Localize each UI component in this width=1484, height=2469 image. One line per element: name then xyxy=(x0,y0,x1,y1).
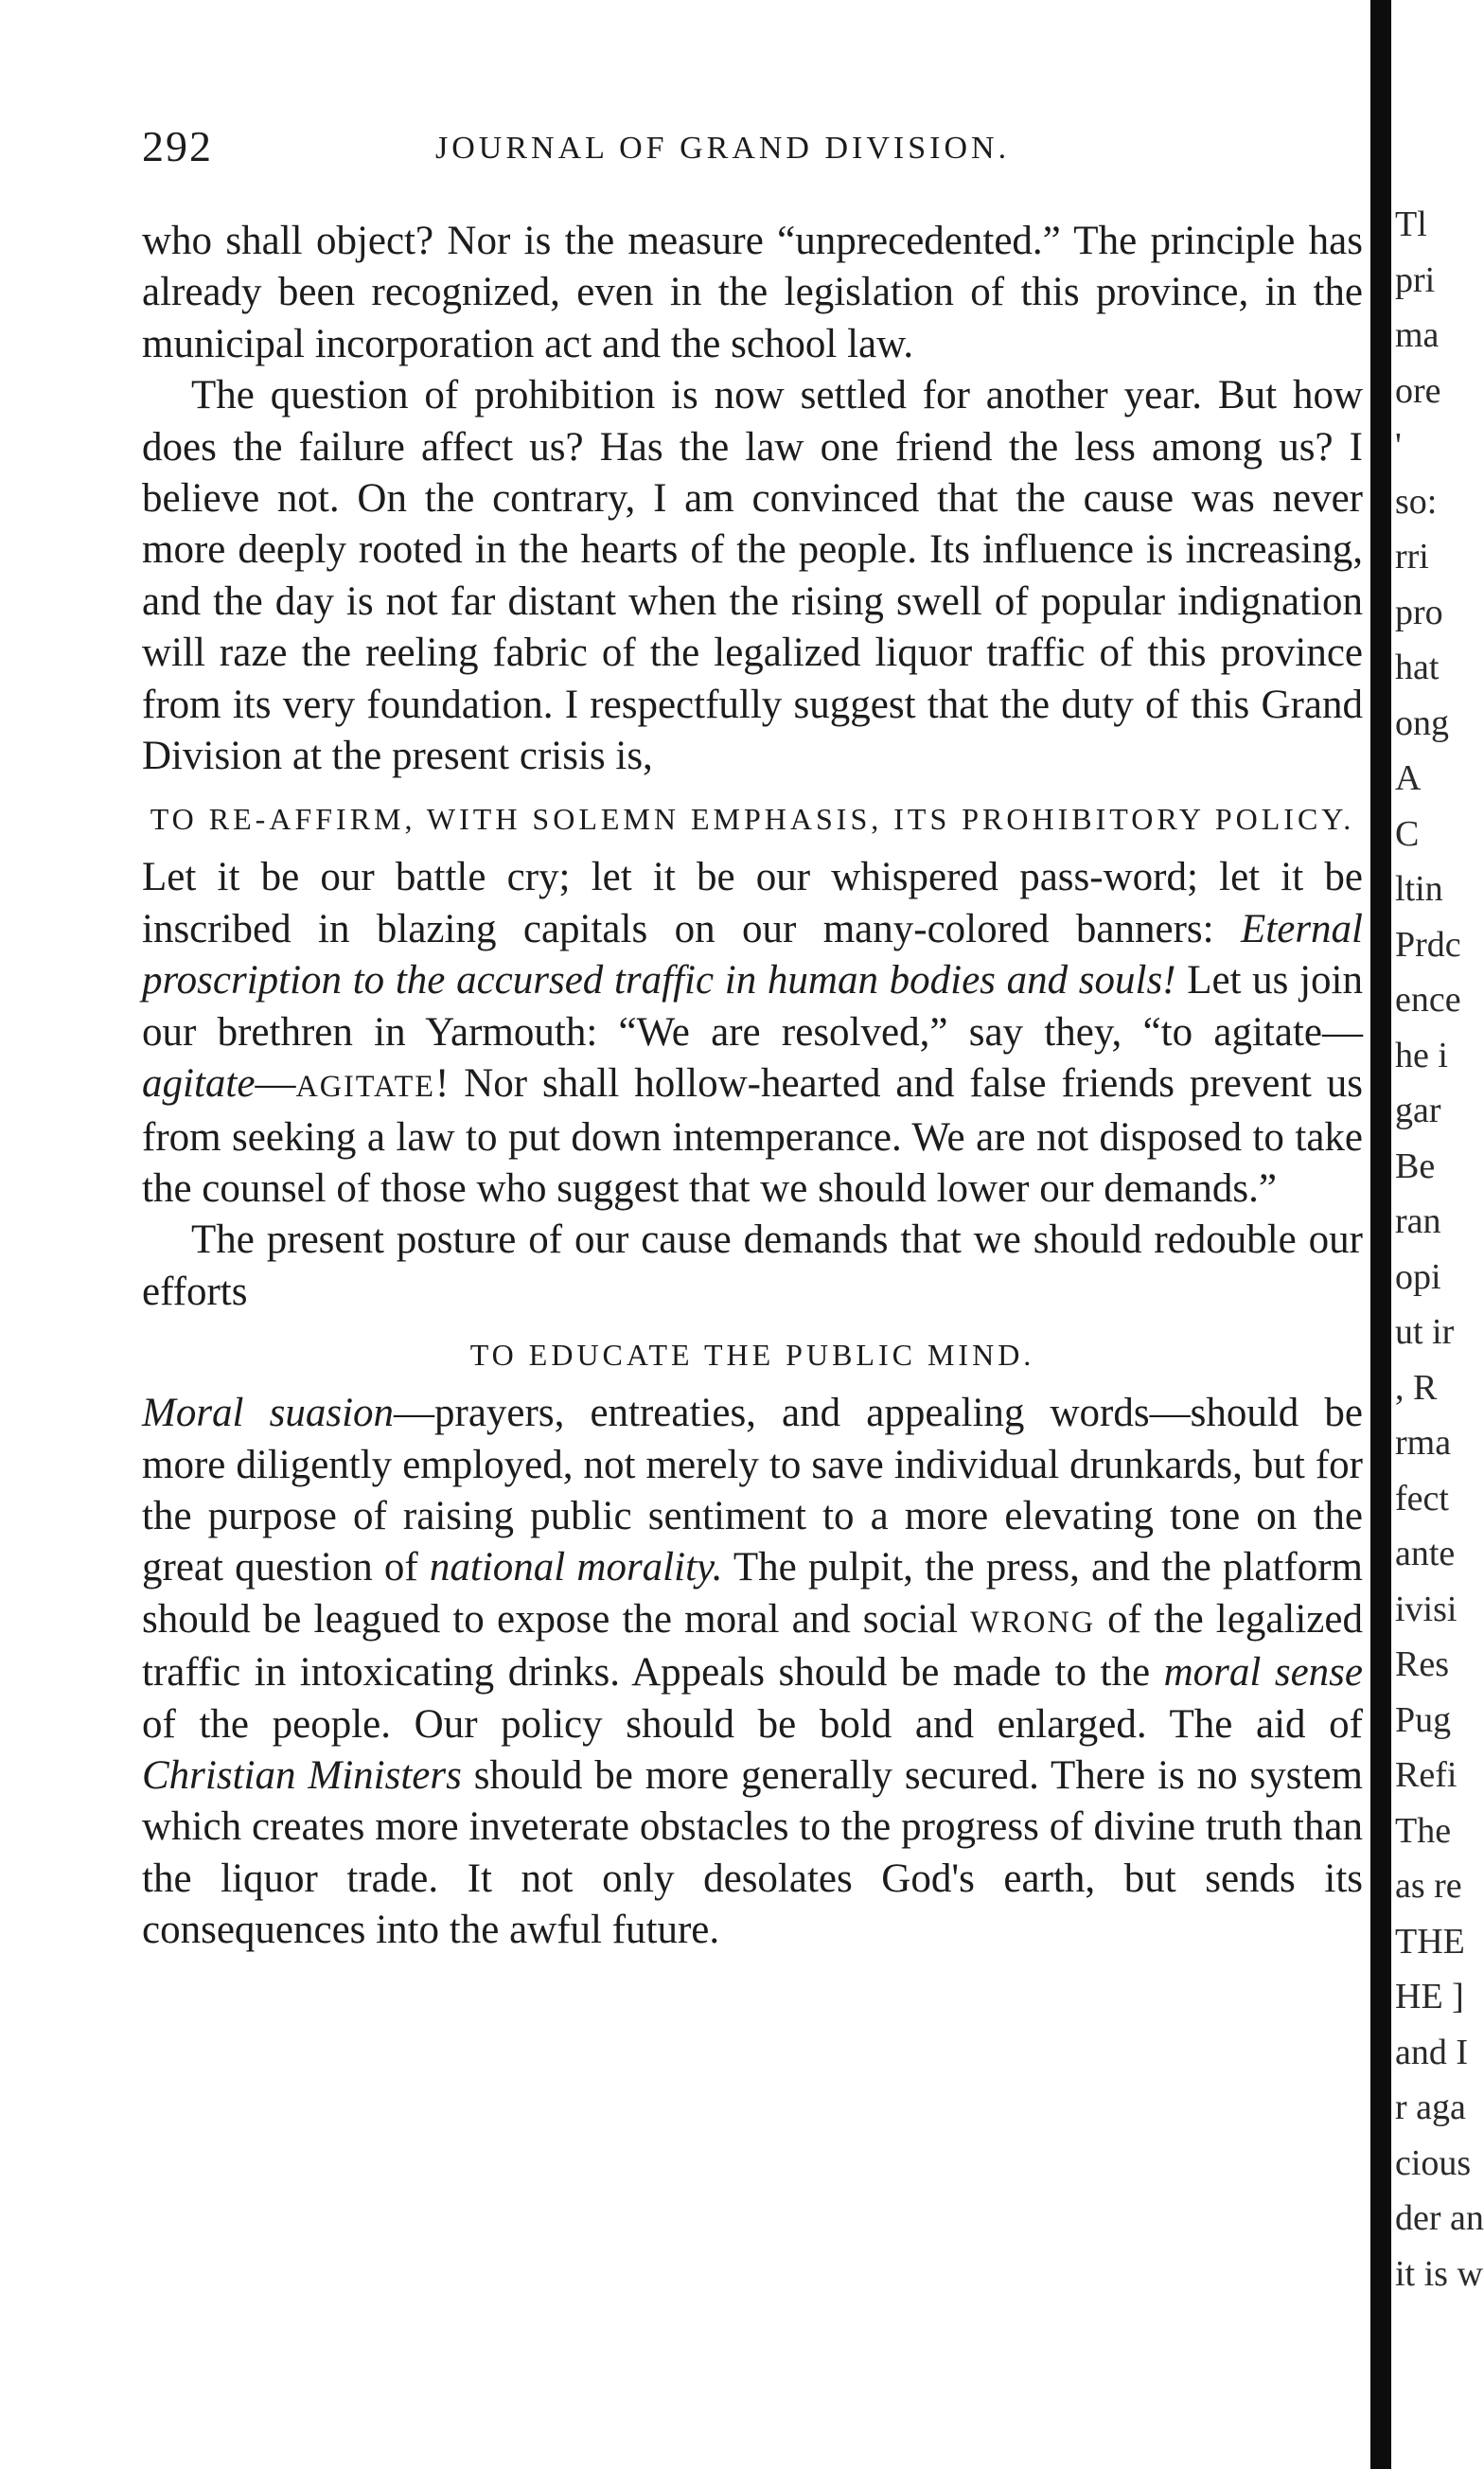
facing-page-fragment: Tl xyxy=(1395,204,1427,244)
running-head: JOURNAL OF GRAND DIVISION. xyxy=(435,131,1011,166)
paragraph-5 xyxy=(142,1388,1363,1956)
paragraph-5-text-b: The pulpit, the press, and the platform should be leagued to expose the moral and social xyxy=(142,1545,1363,1642)
facing-page-fragment: pro xyxy=(1395,592,1443,632)
facing-page-fragment: The xyxy=(1395,1810,1452,1851)
paragraph-3-text-d: ! Nor shall hollow-hearted and false friends prevent us from seeking a law to put down intemperance. We are not disposed to take the counsel of those who suggest that we should lower our demands.” xyxy=(142,1061,1363,1211)
facing-page-fragment: cious xyxy=(1395,2142,1472,2183)
paragraph-3-emphasis: Eternal proscription to the accursed traffic in human bodies and souls! xyxy=(142,906,1363,1004)
facing-page-fragment: hat xyxy=(1395,648,1440,687)
facing-page-fragment: C xyxy=(1395,813,1420,854)
facing-page-fragment: fect xyxy=(1395,1478,1449,1519)
binding-shadow xyxy=(1370,0,1391,2469)
facing-page-fragment: ' xyxy=(1395,426,1402,466)
facing-page-fragment: it is w xyxy=(1395,2253,1483,2294)
facing-page-fragment: gar xyxy=(1395,1091,1441,1130)
facing-page-fragment: Pug xyxy=(1395,1699,1452,1740)
facing-page-fragment: ivisi xyxy=(1395,1589,1458,1629)
facing-page-fragment: rma xyxy=(1395,1423,1452,1463)
facing-page-fragment: Prdc xyxy=(1395,924,1461,965)
paragraph-3-emphasis-2: agitate xyxy=(142,1061,256,1107)
paragraph-5-smallcaps: WRONG xyxy=(970,1604,1096,1639)
body-text xyxy=(142,216,1363,1957)
facing-page-fragment: opi xyxy=(1395,1256,1441,1297)
facing-page-fragment: THE xyxy=(1395,1921,1465,1962)
facing-page-fragment: der an xyxy=(1395,2198,1484,2238)
paragraph-5-emphasis-3: moral sense xyxy=(1163,1650,1364,1696)
paragraph-5-emphasis-4: Christian Ministers xyxy=(142,1752,462,1798)
paragraph-3-text-b: Let us join our brethren in Yarmouth: “We are resolved,” say they, “to agitate— xyxy=(142,958,1363,1055)
paragraph-3 xyxy=(142,852,1363,1215)
section-heading-prohibitory: TO RE-AFFIRM, WITH SOLEMN EMPHASIS, ITS PROHIBITORY POLICY. xyxy=(150,802,1355,837)
facing-page-fragment: ence xyxy=(1395,980,1461,1020)
facing-page-fragment: ante xyxy=(1395,1534,1456,1573)
facing-page-fragment: and I xyxy=(1395,2032,1469,2072)
page-header xyxy=(142,121,1363,178)
facing-page-fragment: ut ir xyxy=(1395,1312,1455,1352)
facing-page-fragment: ran xyxy=(1395,1201,1441,1241)
facing-page-fragment: so: xyxy=(1395,481,1438,522)
facing-page-fragment: he i xyxy=(1395,1035,1448,1075)
facing-page-fragment: ore xyxy=(1395,370,1441,411)
facing-page-fragment: HE ] xyxy=(1395,1977,1464,2016)
facing-page-fragment: A xyxy=(1395,758,1422,798)
page-number: 292 xyxy=(142,122,213,170)
facing-page-fragment: as re xyxy=(1395,1866,1462,1906)
book-page xyxy=(142,0,1363,2469)
facing-page-fragment: rri xyxy=(1395,537,1429,577)
facing-page-fragment: ong xyxy=(1395,702,1449,743)
paragraph-3-text-c: — xyxy=(255,1061,296,1107)
paragraph-5-text-a: —prayers, entreaties, and appealing words—should be more diligently employed, not merely to save individual drunkards, but for the purpose of raising public sentiment to a more elevating tone on the great question of xyxy=(142,1391,1363,1590)
paragraph-5-emphasis: Moral suasion xyxy=(142,1391,395,1436)
facing-page-fragment: Refi xyxy=(1395,1755,1458,1795)
facing-page-fragment: pri xyxy=(1395,259,1436,300)
facing-page-fragment: , R xyxy=(1395,1367,1438,1408)
paragraph-4: The present posture of our cause demands that we should redouble our efforts xyxy=(142,1217,1363,1314)
paragraph-1: who shall object? Nor is the measure “unprecedented.” The principle has already been recognized, even in the legislation of this province, in the municipal incorporation act and the school law. xyxy=(142,219,1363,366)
facing-page-fragment: Be xyxy=(1395,1146,1436,1186)
facing-page-fragment: Res xyxy=(1395,1644,1449,1684)
facing-page-fragment: ma xyxy=(1395,315,1440,355)
paragraph-2: The question of prohibition is now settled for another year. But how does the failure affect us? Has the law one friend the less among us? I believe not. On the contrary, I am convinced that the cause was never more deeply rooted in the hearts of the people. Its influence is increasing, and the day is not far distant when the rising swell of popular indignation will raze the reeling fabric of the legalized liquor traffic of this province from its very foundation. I respectfully suggest that the duty of this Grand Division at the present crisis is, xyxy=(142,373,1363,779)
paragraph-5-text-d: of the people. Our policy should be bold and enlarged. The aid of xyxy=(142,1701,1363,1747)
facing-page-fragment: r aga xyxy=(1395,2087,1466,2127)
paragraph-3-text-a: Let it be our battle cry; let it be our whispered pass-word; let it be inscribed in blazing capitals on our many-colored banners: xyxy=(142,855,1363,951)
section-heading-educate: TO EDUCATE THE PUBLIC MIND. xyxy=(469,1338,1035,1373)
paragraph-3-smallcaps: AGITATE xyxy=(295,1069,435,1104)
paragraph-5-emphasis-2: national morality. xyxy=(429,1545,723,1590)
paragraph-5-text-c: of the legalized traffic in intoxicating drinks. Appeals should be made to the xyxy=(142,1596,1363,1696)
facing-page-fragment: ltin xyxy=(1395,869,1443,909)
paragraph-5-text-e: should be more generally secured. There is no system which creates more inveterate obstacles to the progress of divine truth than the liquor trade. It not only desolates God's earth, but sends its consequences into the awful future. xyxy=(142,1752,1363,1953)
